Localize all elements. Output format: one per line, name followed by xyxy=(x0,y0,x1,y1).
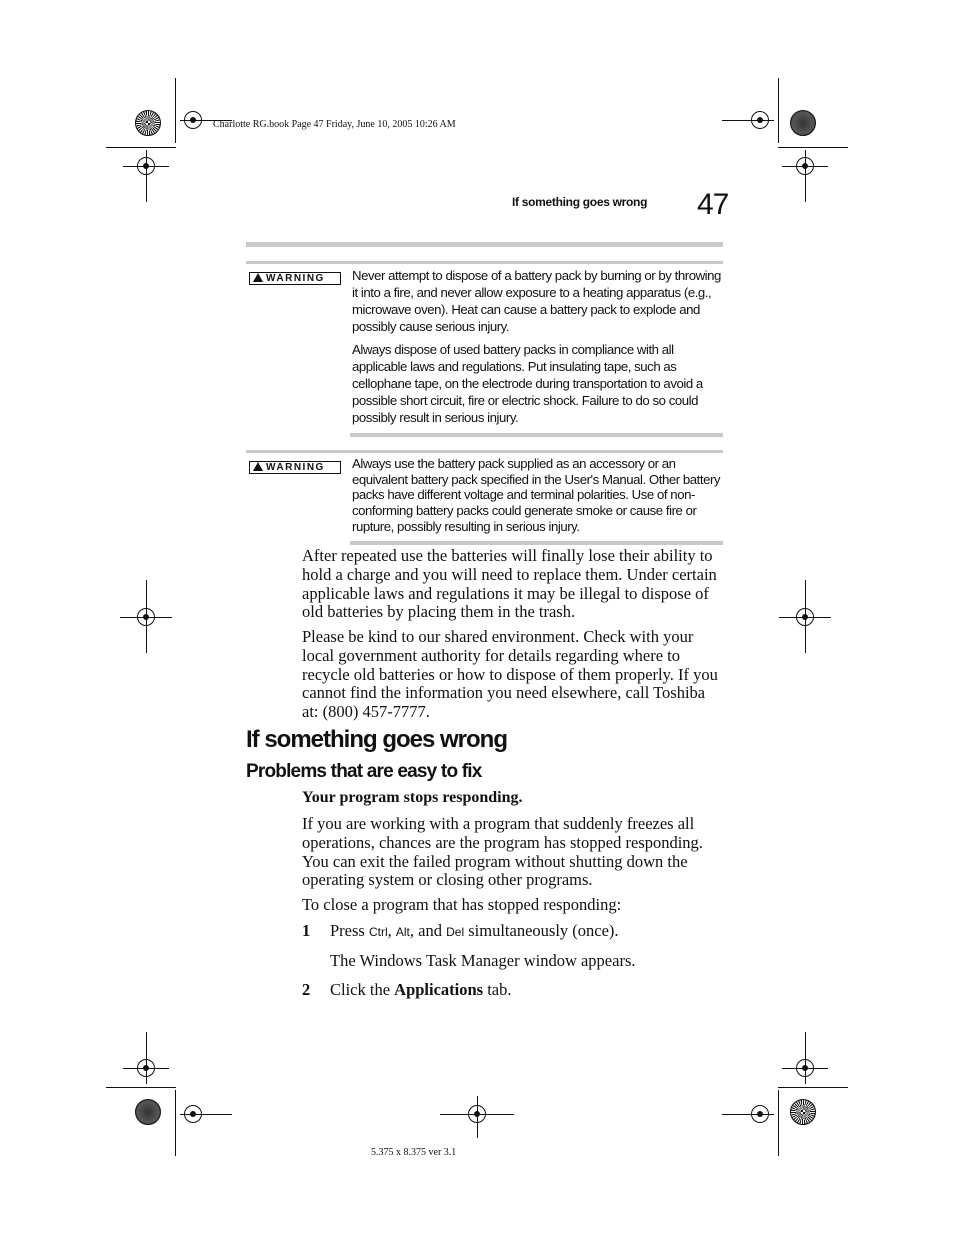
step-number: 1 xyxy=(302,921,311,940)
step-text: Press Ctrl, Alt, and Del simultaneously (once). xyxy=(330,921,619,940)
step-result: The Windows Task Manager window appears. xyxy=(330,951,636,970)
warning-top-rule xyxy=(246,450,723,453)
step-number: 2 xyxy=(302,980,311,999)
running-head: If something goes wrong xyxy=(512,195,648,209)
warning-bottom-rule xyxy=(350,541,723,545)
warning-text: Always use the battery pack supplied as an accessory or an equivalent battery pack specified in the User's Manual. Other battery packs have different voltage and terminal polarities. Use of non-conforming battery packs could generate smoke or cause fire or rupture, possibly resulting in serious injury. xyxy=(352,456,721,534)
section-heading: If something goes wrong xyxy=(246,726,508,753)
page-number: 47 xyxy=(697,188,729,221)
warning-triangle-icon xyxy=(253,462,263,471)
warning-text: Always dispose of used battery packs in compliance with all applicable laws and regulations. Put insulating tape, such as cellophane tape, on the electrode during transportation to avoid a possible short circuit, fire or electric shock. Failure to do so could possibly result in serious injury. xyxy=(352,342,703,425)
body-paragraph: After repeated use the batteries will finally lose their ability to hold a charge and you will need to replace them. Under certain applicable laws and regulations it may be illegal to dispose of old batteries by placing them in the trash. xyxy=(302,546,717,622)
problem-heading: Your program stops responding. xyxy=(302,789,523,806)
step-text: Click the Applications tab. xyxy=(330,980,512,999)
registration-rosette-icon xyxy=(135,110,161,136)
header-rule xyxy=(246,242,723,247)
subsection-heading: Problems that are easy to fix xyxy=(246,761,482,782)
book-slug: Charlotte RG.book Page 47 Friday, June 10, 2005 10:26 AM xyxy=(213,119,456,130)
ui-term: Applications xyxy=(394,980,484,999)
registration-rosette-icon xyxy=(790,110,816,136)
key-del: Del xyxy=(446,925,465,939)
warning-badge: WARNING xyxy=(249,461,341,474)
key-alt: Alt xyxy=(395,925,410,939)
warning-triangle-icon xyxy=(253,273,263,282)
warning-text: Never attempt to dispose of a battery pack by burning or by throwing it into a fire, and never allow exposure to a heating apparatus (e.g., microwave oven). Heat can cause a battery pack to explode and possibly cause serious injury. xyxy=(352,268,721,334)
registration-rosette-icon xyxy=(790,1099,816,1125)
body-paragraph: To close a program that has stopped responding: xyxy=(302,895,622,914)
body-paragraph: If you are working with a program that suddenly freezes all operations, chances are the program has stopped responding. You can exit the failed program without shutting down the operating system or closing other programs. xyxy=(302,814,703,890)
warning-badge: WARNING xyxy=(249,272,341,285)
body-paragraph: Please be kind to our shared environment. Check with your local government authority for details regarding where to recycle old batteries or how to dispose of them properly. If you cannot find the information you need elsewhere, call Toshiba at: (800) 457-7777. xyxy=(302,627,718,722)
key-ctrl: Ctrl xyxy=(368,925,388,939)
warning-bottom-rule xyxy=(350,433,723,437)
warning-top-rule xyxy=(246,261,723,264)
registration-rosette-icon xyxy=(135,1099,161,1125)
footer-trim-size: 5.375 x 8.375 ver 3.1 xyxy=(371,1147,457,1158)
